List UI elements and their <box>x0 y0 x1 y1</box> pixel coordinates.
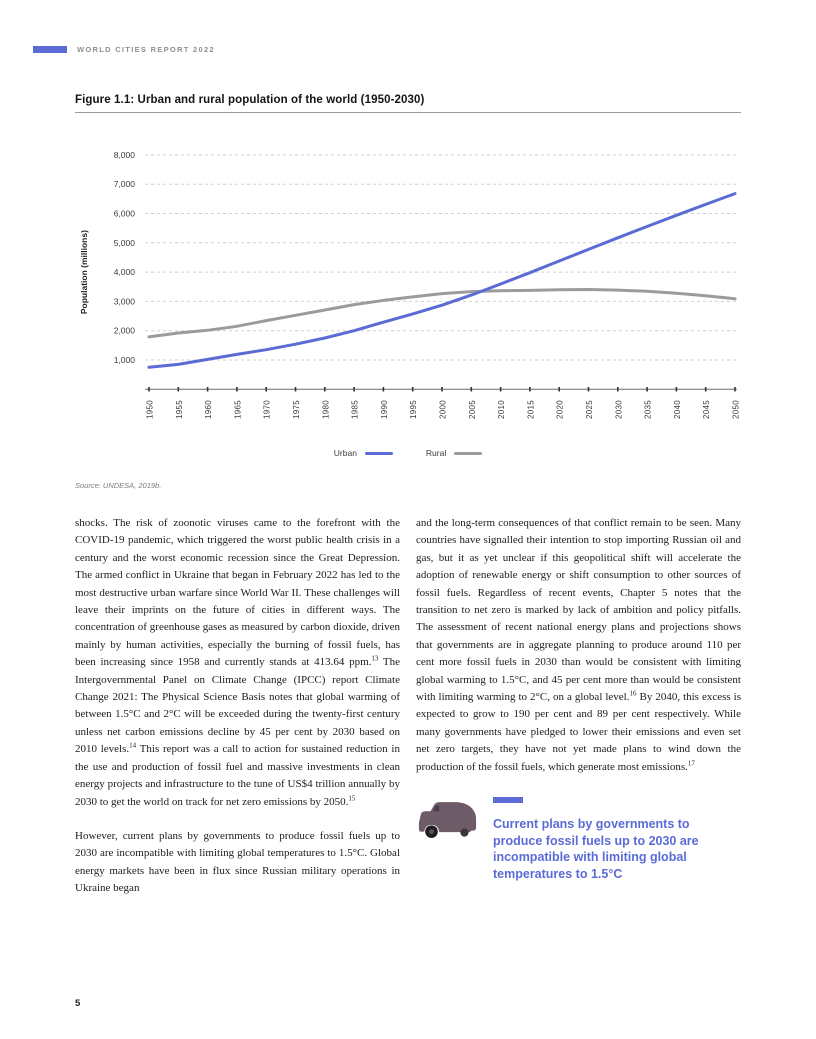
pull-quote-body <box>493 795 733 882</box>
svg-text:1965: 1965 <box>233 400 243 419</box>
svg-text:2025: 2025 <box>585 400 594 419</box>
legend-swatch-rural <box>454 452 482 455</box>
pull-quote-accent-bar <box>493 797 523 803</box>
paragraph: shocks. The risk of zoonotic viruses came to the forefront with the COVID-19 pandemic, which triggered the worst public health crisis in a century and the worst economic recession since the Great Depression. The armed conflict in Ukraine that began in February 2022 has led to the most destructive urban warfare since World War II. These challenges will leave their imprints on the future of cities in different ways. The concentration of greenhouse gases as measured by carbon dioxide, driven mainly by human activities, especially the burning of fossil fuels, has been increasing since 1958 and currently stands at 413.64 ppm.$^{13}$ The Intergovernmental Panel on Climate Change (IPCC) report Climate Change 2021: The Physical Science Basis notes that global warming of between 1.5°C and 2°C will be exceeded during the twenty-first century unless net carbon emissions decline by 45 per cent by 2030 based on 2010 levels.$^{14}$ This report was a call to action for sustained reduction in the use and production of fossil fuel and massive investments in clean energy projects and infrastructure to the tune of US$4 trillion annually by 2030 to get the world on track for net zero emissions by 2050.15 <box>75 517 401 808</box>
legend-label-rural: Rural <box>425 448 447 458</box>
svg-text:2030: 2030 <box>614 400 624 419</box>
svg-text:2045: 2045 <box>702 400 712 419</box>
legend-swatch-urban <box>365 452 393 455</box>
report-title: WORLD CITIES REPORT 2022 <box>77 45 215 54</box>
svg-text:1980: 1980 <box>321 400 331 419</box>
legend-item-urban <box>334 448 393 458</box>
paragraph: and the long-term consequences of that conflict remain to be seen. Many countries have signalled their intention to stop importing Russian oil and gas, but it as yet unclear if this geopolitical shift will accelerate the adoption of renewable energy or shift consumption to other sources of fossil fuels. Regardless of recent events, Chapter 5 notes that the transition to net zero is marked by lack of ambition and policy pitfalls. The assessment of recent national energy plans and projections shows that governments are in aggregate planning to produce around 110 per cent more fossil fuels in 2030 than would be consistent with limiting global warming to 1.5°C, and 45 per cent more than would be consistent with limiting warming to 2°C, on a global level.$^{16}$ By 2040, this excess is expected to grow to 190 per cent and 89 per cent respectively. While many governments have pledged to lower their emissions and even set net zero targets, they have not yet made plans to wind down the production of the fossil fuels, which generate most emissions.$^{17}$ <box>416 517 741 773</box>
svg-text:2040: 2040 <box>672 400 682 419</box>
svg-text:6,000: 6,000 <box>113 208 135 219</box>
page-header <box>33 45 215 54</box>
brand-accent-bar <box>33 46 67 53</box>
population-line-chart <box>75 138 741 436</box>
svg-text:5,000: 5,000 <box>113 237 135 248</box>
svg-text:8,000: 8,000 <box>113 149 135 160</box>
svg-text:1950: 1950 <box>145 400 155 419</box>
svg-text:1995: 1995 <box>409 400 419 419</box>
svg-text:4,000: 4,000 <box>113 267 135 278</box>
legend-item-rural <box>426 448 482 458</box>
pull-quote-text: Current plans by governments to produce fossil fuels up to 2030 are incompatible with limiting global temperatures to 1.5°C <box>493 817 699 881</box>
svg-text:2050: 2050 <box>731 400 741 419</box>
body-text <box>75 515 741 898</box>
svg-text:1955: 1955 <box>174 400 184 419</box>
right-column-paragraphs <box>416 515 741 776</box>
svg-text:2010: 2010 <box>497 400 507 419</box>
chart-canvas <box>75 138 741 436</box>
svg-text:2015: 2015 <box>526 400 536 419</box>
svg-text:2020: 2020 <box>555 400 565 419</box>
svg-text:2005: 2005 <box>467 400 477 419</box>
svg-text:2000: 2000 <box>438 400 448 419</box>
svg-text:1985: 1985 <box>350 400 360 419</box>
source-note: Source: UNDESA, 2019b. <box>75 481 162 490</box>
truck-icon <box>416 795 478 882</box>
page-number: 5 <box>75 998 81 1009</box>
svg-text:1960: 1960 <box>204 400 214 419</box>
svg-text:1975: 1975 <box>292 400 301 419</box>
svg-text:2035: 2035 <box>643 400 653 419</box>
figure-caption: Figure 1.1: Urban and rural population of the world (1950-2030) <box>75 94 741 113</box>
svg-text:7,000: 7,000 <box>113 179 135 190</box>
paragraph: However, current plans by governments to produce fossil fuels up to 2030 are incompatible with limiting global temperatures to 1.5°C. Global energy markets have been in flux since Russian military operations in Ukraine began <box>75 829 400 895</box>
left-column <box>75 515 400 898</box>
svg-text:1970: 1970 <box>262 400 272 419</box>
svg-text:3,000: 3,000 <box>113 296 135 307</box>
right-column <box>416 515 741 898</box>
svg-text:Population (millions): Population (millions) <box>79 230 89 315</box>
svg-text:2,000: 2,000 <box>113 325 135 336</box>
svg-text:1990: 1990 <box>379 400 389 419</box>
chart-legend <box>75 448 741 458</box>
pull-quote <box>416 795 741 882</box>
svg-text:1,000: 1,000 <box>113 355 135 365</box>
legend-label-urban: Urban <box>333 448 357 458</box>
